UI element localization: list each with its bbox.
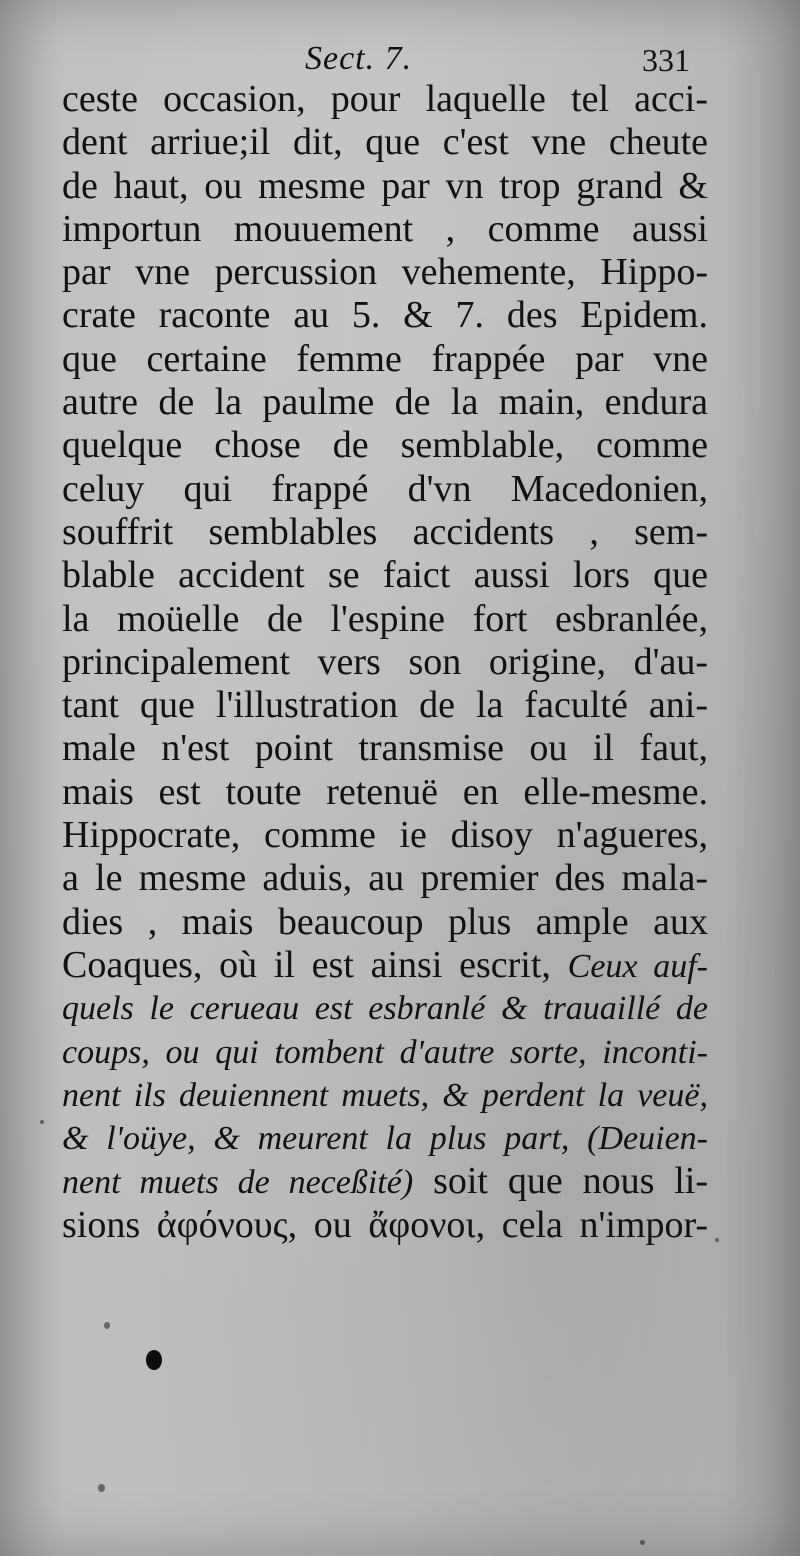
ink-speck [40, 1120, 44, 1124]
page-number: 331 [642, 42, 690, 78]
text-line: par vne percussion vehemente, Hippo- [62, 251, 708, 294]
running-head: Sect. 7. [305, 40, 413, 77]
text-line: celuy qui frappé d'vn Macedonien, [62, 467, 708, 510]
text-line: quelque chose de semblable, comme [62, 424, 708, 467]
text-line: crate raconte au 5. & 7. des Epidem. [62, 294, 708, 337]
ink-speck [640, 1540, 645, 1545]
text-line: a le mesme aduis, au premier des mala- [62, 857, 708, 900]
text-line: male n'est point transmise ou il faut, [62, 727, 708, 770]
text-line: tant que l'illustration de la faculté ani- [62, 684, 708, 727]
text-line: que certaine femme frappée par vne [62, 337, 708, 380]
ink-speck [104, 1322, 110, 1329]
text-line: de haut, ou mesme par vn trop grand & [62, 164, 708, 207]
text-line: souffrit semblables accidents , sem- [62, 510, 708, 553]
italic-quote-line: coups, ou qui tombent d'autre sorte, inconti- [62, 1033, 708, 1071]
text-line: la moüelle de l'espine fort esbranlée, [62, 597, 708, 640]
text-line: autre de la paulme de la main, endura [62, 381, 708, 424]
text-line: mais est toute retenuë en elle-mesme. [62, 770, 708, 813]
italic-quote-line: nent ils deuiennent muets, & perdent la veuë, [62, 1076, 708, 1114]
text-line: dies , mais beaucoup plus ample aux [62, 900, 708, 943]
italic-quote-line: quels le cerueau est esbranlé & trauaillé de [62, 990, 708, 1028]
text-line: ceste occasion, pour laquelle tel acci- [62, 78, 708, 120]
ink-blot [146, 1350, 162, 1370]
italic-span: Ceux auf- [567, 947, 708, 985]
text-line [62, 1160, 708, 1203]
text-line: dent arriue;il dit, que c'est vne cheute [62, 121, 708, 164]
italic-span: nent muets de neceßité) [62, 1164, 414, 1202]
roman-span: Coaques, où il est ainsi escrit, [62, 943, 551, 986]
ink-speck [715, 1238, 719, 1242]
italic-quote-line: & l'oüye, & meurent la plus part, (Deuien- [62, 1120, 708, 1158]
ink-speck [98, 1484, 105, 1492]
text-line: principalement vers son origine, d'au- [62, 640, 708, 683]
text-line: importun mouuement , comme aussi [62, 207, 708, 250]
body-text [62, 78, 708, 1247]
page-header [60, 36, 700, 76]
text-line: Hippocrate, comme ie disoy n'agueres, [62, 814, 708, 857]
roman-span: soit que nous li- [433, 1160, 709, 1203]
text-line [62, 944, 708, 987]
text-line: blable accident se faict aussi lors que [62, 554, 708, 597]
text-line: sions ἀφόνους, ou ἄφονοι, cela n'impor- [62, 1203, 708, 1246]
